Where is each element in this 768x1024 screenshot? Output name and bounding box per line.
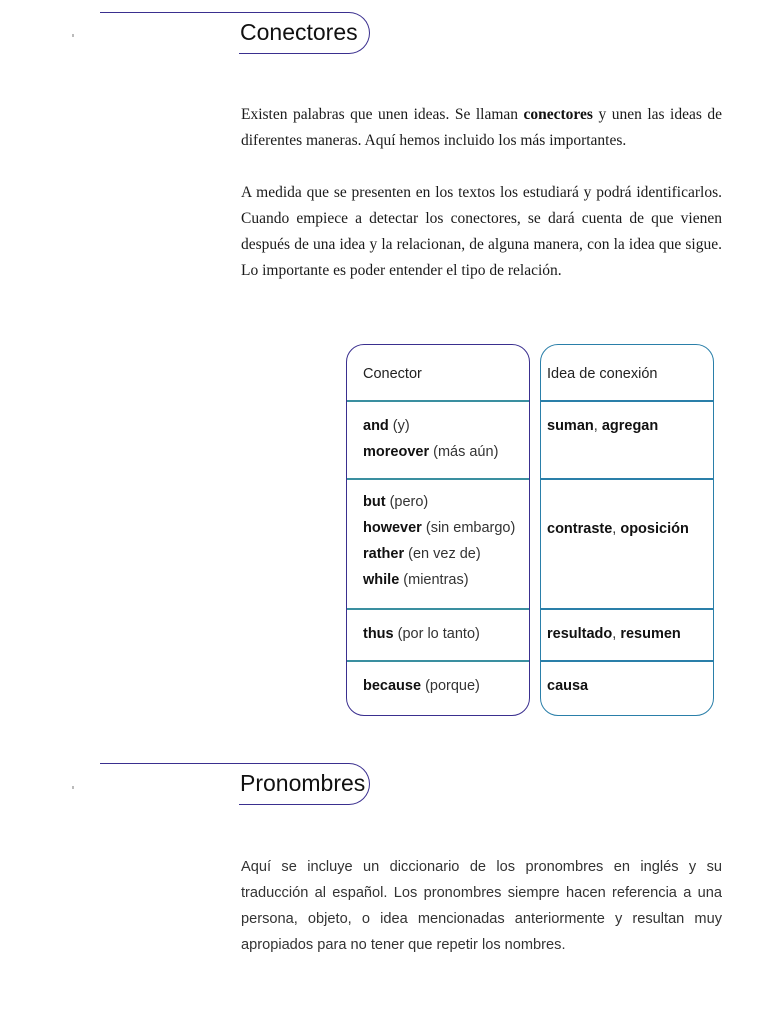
connector-cell-4 [347,673,529,699]
gloss: (más aún) [429,444,499,460]
gloss: (pero) [385,494,429,510]
margin-mark [72,34,74,37]
row-divider [347,478,529,480]
gloss: (porque) [421,678,480,694]
connector-cell-3 [347,621,529,647]
row-divider [541,660,713,662]
row-divider [541,400,713,402]
row-divider [541,478,713,480]
row-divider [347,660,529,662]
section-heading-pronombres [100,763,390,809]
connector-line [363,439,529,465]
margin-mark [72,786,74,789]
connector-line [363,489,529,515]
section-title: Pronombres [240,770,366,796]
connector-line [363,673,529,699]
idea-term: agregan [601,418,659,434]
term: because [363,678,422,694]
connector-cell-2 [347,489,529,593]
connector-line [363,621,529,647]
idea-cell-2 [541,516,713,542]
idea-cell-1 [541,413,713,439]
connection-idea-column [540,344,714,716]
separator: , [612,521,621,537]
term: thus [363,626,394,642]
connector-line [363,413,529,439]
gloss: (por lo tanto) [393,626,480,642]
term: moreover [363,444,430,460]
section-heading-conectores [100,12,390,58]
idea-cell-3 [541,621,713,647]
header-connector [347,361,529,387]
section-title: Conectores [240,19,358,45]
header-label: Conector [363,366,422,382]
separator: , [593,418,602,434]
idea-term: contraste [547,521,613,537]
term: rather [363,546,405,562]
term: and [363,418,389,434]
idea-term: resumen [620,626,681,642]
pronouns-paragraph: Aquí se incluye un diccionario de los pronombres en inglés y su traducción al español. Los pronombres siempre hacen referencia a una persona, objeto, o idea mencionadas anteriormente y resultan muy apropiados para no tener que repetir los nombres. [241,859,722,953]
header-connection-idea [541,361,713,387]
separator: , [612,626,621,642]
bold-keyword: conectores [523,106,593,123]
idea-cell-4 [541,673,713,699]
term: while [363,572,400,588]
connectors-paragraph-2: A medida que se presenten en los textos los estudiará y podrá identificarlos. Cuando empiece a detectar los conectores, se dará cuenta de que vienen después de una idea y la relacionan, de alguna manera, con la idea que sigue. Lo importante es poder entender el tipo de relación. [241,184,722,279]
text-run: y unen las ideas de diferentes maneras. Aquí hemos incluido los más importantes. [241,106,723,149]
connector-cell-1 [347,413,529,465]
term: but [363,494,386,510]
term: however [363,520,422,536]
connector-line [363,567,529,593]
connector-line [363,515,529,541]
connector-line [363,541,529,567]
row-divider [347,400,529,402]
idea-term: suman [547,418,594,434]
connector-column [346,344,530,716]
row-divider [347,608,529,610]
row-divider [541,608,713,610]
gloss: (sin embargo) [421,520,516,536]
header-label: Idea de conexión [547,366,658,382]
idea-term: causa [547,678,589,694]
idea-term: resultado [547,626,613,642]
connectors-paragraph-1 [241,102,722,154]
gloss: (y) [388,418,410,434]
idea-term: oposición [620,521,689,537]
gloss: (en vez de) [404,546,481,562]
gloss: (mientras) [399,572,469,588]
text-run: Existen palabras que unen ideas. Se llaman [241,106,524,123]
